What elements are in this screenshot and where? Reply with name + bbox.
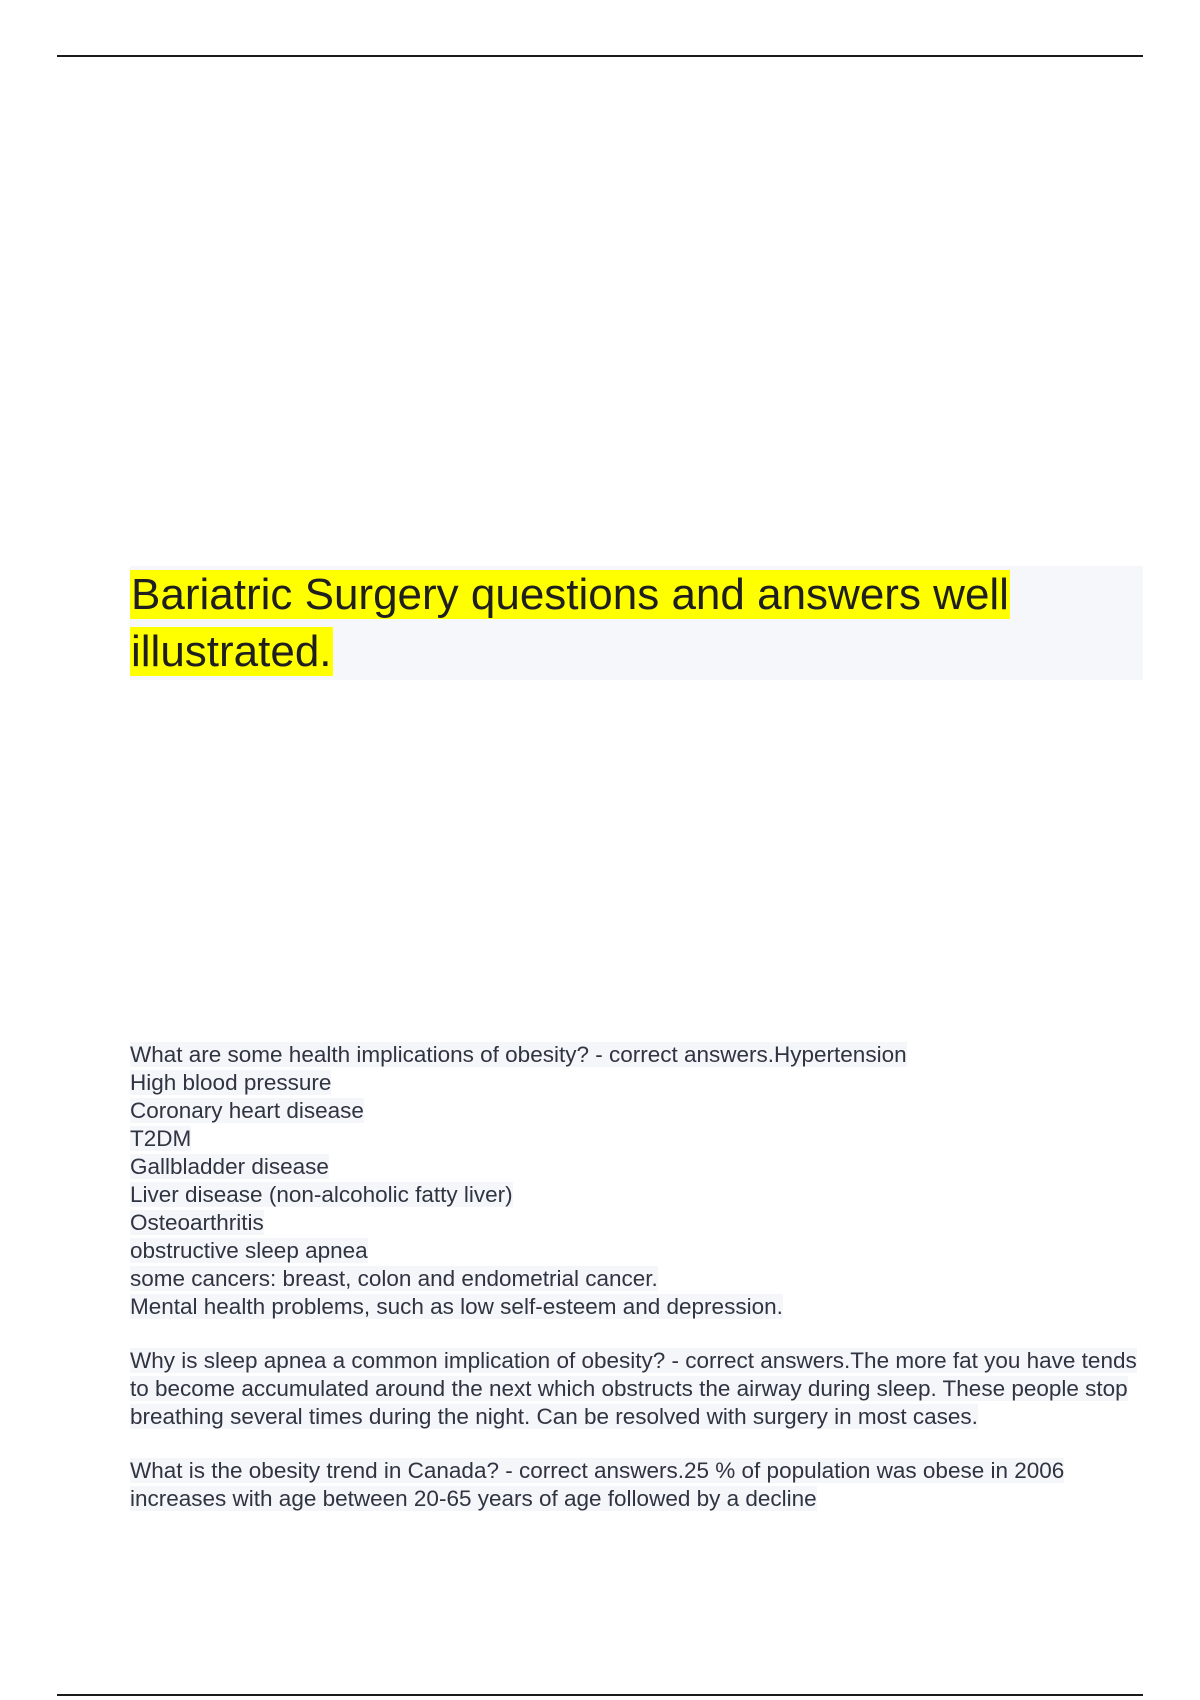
list-item: Coronary heart disease bbox=[130, 1098, 364, 1123]
list-item: Liver disease (non-alcoholic fatty liver) bbox=[130, 1182, 513, 1207]
qa-paragraph: What is the obesity trend in Canada? - correct answers.25 % of population was obese in 2006 increases with age between 20-65 years of age followed by a decline bbox=[130, 1458, 1065, 1511]
document-title bbox=[130, 566, 1143, 680]
qa-health-implications bbox=[130, 1041, 1145, 1321]
document-body bbox=[130, 1041, 1145, 1539]
list-item: Osteoarthritis bbox=[130, 1210, 264, 1235]
qa-paragraph: Why is sleep apnea a common implication of obesity? - correct answers.The more fat you have tends to become accumulated around the next which obstructs the airway during sleep. These people stop breathing several times during the night. Can be resolved with surgery in most cases. bbox=[130, 1348, 1137, 1429]
qa-obesity-trend-canada bbox=[130, 1457, 1145, 1513]
bottom-rule bbox=[57, 1694, 1143, 1696]
list-item: obstructive sleep apnea bbox=[130, 1238, 368, 1263]
top-rule bbox=[57, 55, 1143, 57]
list-item: some cancers: breast, colon and endometrial cancer. bbox=[130, 1266, 658, 1291]
qa-question: What are some health implications of obesity? - correct answers.Hypertension bbox=[130, 1042, 907, 1067]
list-item: Gallbladder disease bbox=[130, 1154, 329, 1179]
list-item: High blood pressure bbox=[130, 1070, 332, 1095]
list-item: Mental health problems, such as low self-esteem and depression. bbox=[130, 1294, 783, 1319]
title-block bbox=[130, 566, 1143, 680]
qa-sleep-apnea bbox=[130, 1347, 1145, 1431]
document-title-highlight: Bariatric Surgery questions and answers well illustrated. bbox=[131, 570, 1009, 676]
list-item: T2DM bbox=[130, 1126, 192, 1151]
